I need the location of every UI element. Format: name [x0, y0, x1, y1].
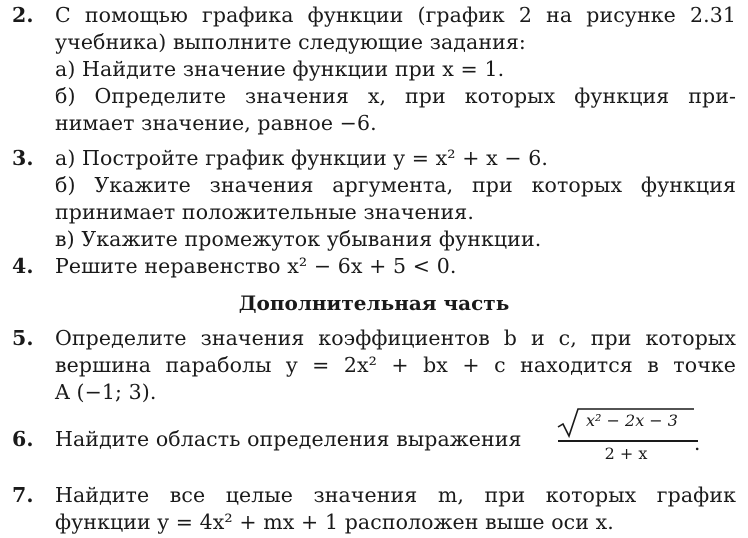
- problem-number: 5.: [12, 326, 34, 350]
- problem-text-line: в) Укажите промежуток убывания функции.: [55, 227, 542, 251]
- problem-text-line: функции y = 4x² + mx + 1 расположен выше оси x.: [55, 510, 614, 534]
- problem-number: 7.: [12, 483, 34, 507]
- problem-text-line: вершина параболы y = 2x² + bx + c находится в точке: [55, 353, 736, 377]
- problem-text-line: принимает положительные значения.: [55, 200, 474, 224]
- problem-text-line: а) Найдите значение функции при x = 1.: [55, 57, 505, 81]
- fraction-trailing-dot: .: [694, 431, 701, 455]
- problem-number: 6.: [12, 427, 34, 451]
- problem-text-line: A (−1; 3).: [55, 380, 157, 404]
- fraction-numerator: [556, 407, 696, 437]
- problem-text-line: б) Укажите значения аргумента, при которых функция: [55, 173, 736, 197]
- problem-text-line: Решите неравенство x² − 6x + 5 < 0.: [55, 254, 457, 278]
- section-title: Дополнительная часть: [238, 291, 510, 315]
- problem-text-line: Найдите область определения выражения: [55, 427, 522, 451]
- problem-text-line: учебника) выполните следующие задания:: [55, 30, 526, 54]
- problem-text-line: С помощью графика функции (график 2 на рисунке 2.31: [55, 3, 736, 27]
- problem-text-line: нимает значение, равное −6.: [55, 111, 377, 135]
- problem-number: 4.: [12, 254, 34, 278]
- radicand: x² − 2x − 3: [586, 411, 678, 430]
- problem-text-line: б) Определите значения x, при которых функция при-: [55, 84, 736, 108]
- fraction-denominator: 2 + x: [604, 444, 648, 463]
- problem-number: 2.: [12, 3, 34, 27]
- fraction-expression: [556, 407, 701, 469]
- problem-text-line: Найдите все целые значения m, при которых график: [55, 483, 736, 507]
- problem-text-line: а) Постройте график функции y = x² + x − 6.: [55, 146, 549, 170]
- problem-number: 3.: [12, 146, 34, 170]
- problem-text-line: Определите значения коэффициентов b и c, при которых: [55, 326, 736, 350]
- fraction-bar: [558, 440, 698, 442]
